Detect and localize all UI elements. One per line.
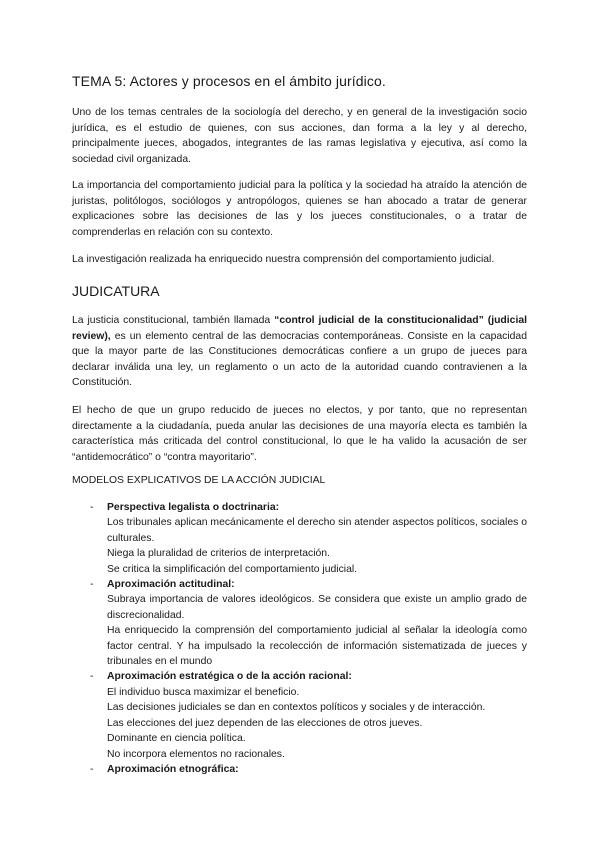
- model-line: No incorpora elementos no racionales.: [107, 748, 285, 760]
- model-line: Subraya importancia de valores ideológicos. Se considera que existe un amplio grado de discrecionalidad.: [107, 594, 527, 621]
- model-item-legalista: [72, 500, 527, 577]
- intro-paragraph-2: La importancia del comportamiento judicial para la política y la sociedad ha atraído la atención de juristas, politólogos, sociólogos y antropólogos, quienes se han abocado a tratar de generar explicaciones sobre las decisiones de las y los jueces constitucionales, o a tratar de comprenderlas en relación con su contexto.: [72, 180, 527, 238]
- models-list: [72, 500, 527, 777]
- models-title: MODELOS EXPLICATIVOS DE LA ACCIÓN JUDICIAL: [72, 475, 326, 486]
- model-item-etnografica: [72, 762, 527, 777]
- model-line: Los tribunales aplican mecánicamente el derecho sin atender aspectos políticos, sociales o culturales.: [107, 517, 527, 544]
- list-dash: -: [90, 763, 94, 775]
- model-line: El individuo busca maximizar el beneficio.: [107, 686, 300, 698]
- section-title-judicatura: JUDICATURA: [72, 283, 160, 299]
- model-heading: Aproximación etnográfica:: [107, 763, 239, 775]
- intro-paragraph-3: La investigación realizada ha enriquecido nuestra comprensión del comportamiento judicial.: [72, 254, 495, 265]
- model-line: Dominante en ciencia política.: [107, 733, 246, 745]
- judicatura-p1-end: es un elemento central de las democracias contemporáneas. Consiste en la capacidad que la mayor parte de las Constituciones democráticas confiere a un grupo de jueces para declarar inválida una ley, un reglamento o un acto de la autoridad cuando contravienen a la Constitución.: [72, 330, 527, 389]
- model-item-estrategica: [72, 669, 527, 761]
- model-heading: Aproximación estratégica o de la acción racional:: [107, 671, 352, 683]
- model-heading: Aproximación actitudinal:: [107, 579, 235, 591]
- model-line: Las elecciones del juez dependen de las elecciones de otros jueves.: [107, 717, 423, 729]
- list-dash: -: [90, 671, 94, 683]
- model-line: Niega la pluralidad de criterios de interpretación.: [107, 548, 330, 560]
- list-dash: -: [90, 579, 94, 591]
- model-line: Ha enriquecido la comprensión del comportamiento judicial al señalar la ideología como factor central. Y ha impulsado la recolección de información sistematizada de jueces y tribunales en el mundo: [107, 625, 527, 668]
- judicatura-paragraph-2: El hecho de que un grupo reducido de jueces no electos, y por tanto, que no representan directamente a la ciudadanía, pueda anular las decisiones de una mayoría electa es también la característica más criticada del control constitucional, lo que le ha valido la acusación de ser “antidemocrático” o “contra mayoritario”.: [72, 405, 527, 463]
- list-dash: -: [90, 502, 94, 513]
- model-line: Las decisiones judiciales se dan en contextos políticos y sociales y de interacción.: [107, 702, 486, 714]
- model-item-actitudinal: [72, 577, 527, 669]
- judicatura-p1-start: La justicia constitucional, también llamada: [72, 315, 275, 326]
- model-heading: Perspectiva legalista o doctrinaria:: [107, 502, 280, 513]
- judicatura-paragraph-1: [72, 313, 527, 391]
- model-line: Se critica la simplificación del comportamiento judicial.: [107, 563, 358, 575]
- judicial-review-term: “control judicial de la constitucionalidad” (judicial review),: [72, 315, 527, 342]
- intro-paragraph-1: Uno de los temas centrales de la sociología del derecho, y en general de la investigación socio jurídica, es el estudio de quienes, con sus acciones, dan forma a la ley y al derecho, principalmente jueces, abogados, integrantes de las ramas legislativa y ejecutiva, así como la sociedad civil organizada.: [72, 107, 527, 165]
- document-title: TEMA 5: Actores y procesos en el ámbito jurídico.: [72, 73, 386, 89]
